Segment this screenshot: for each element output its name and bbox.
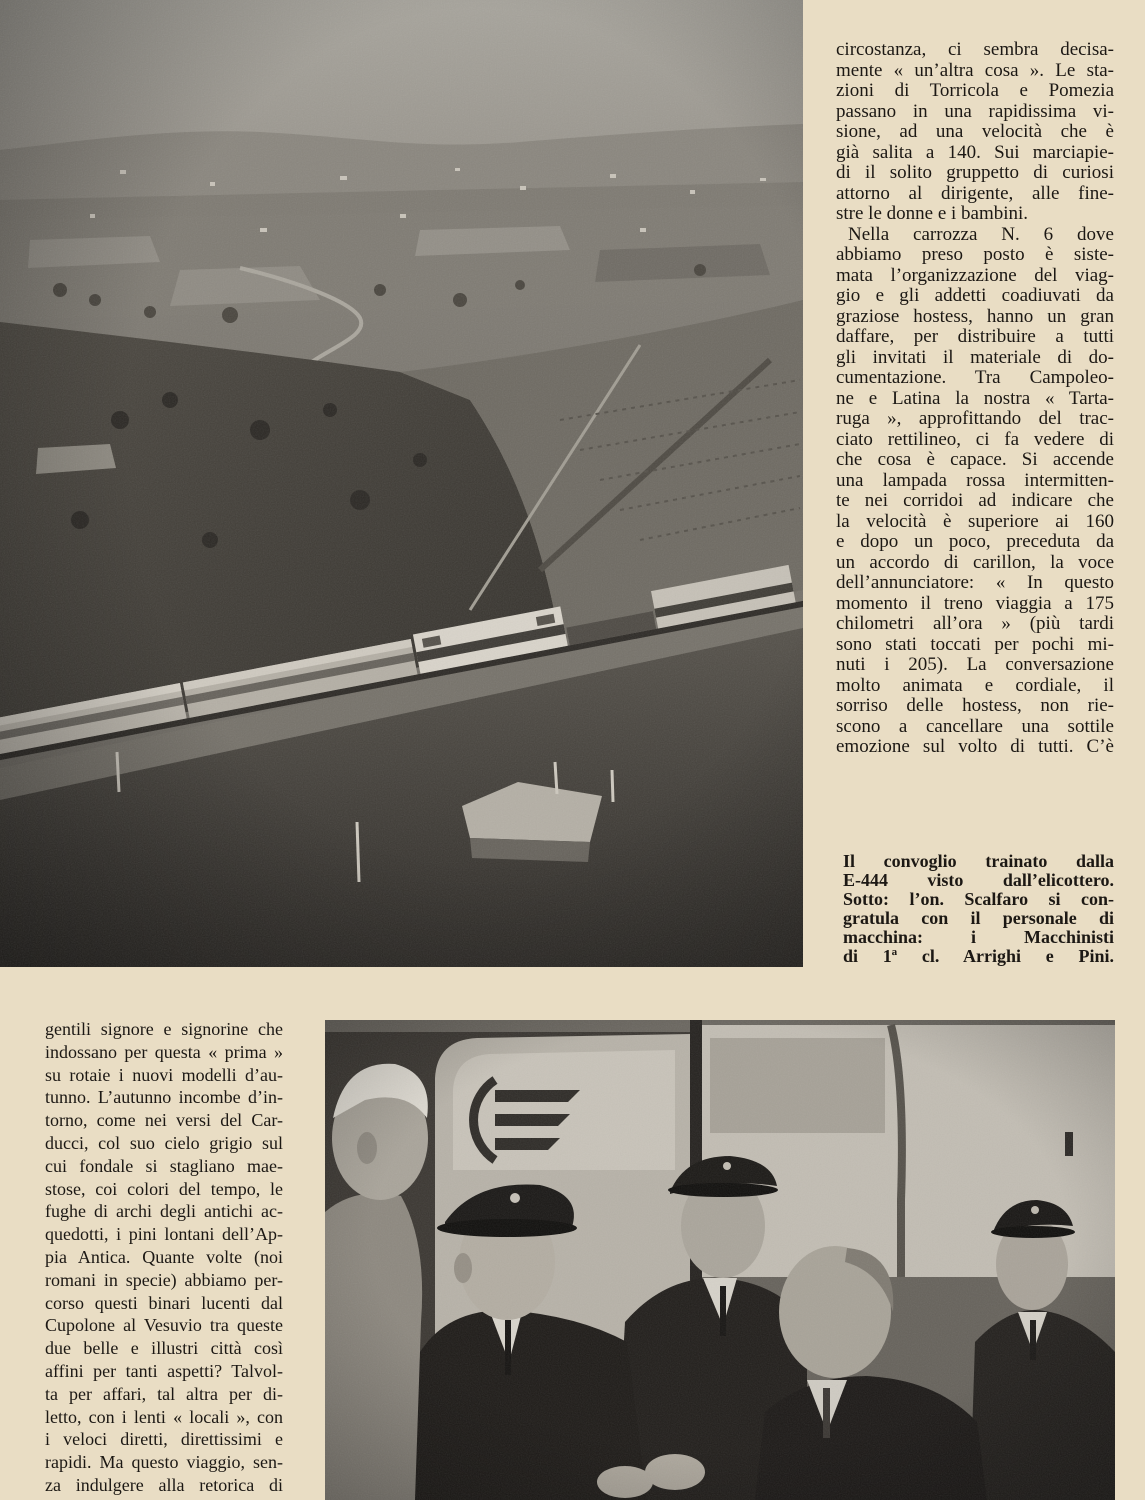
caption-line: gratula con il personale di [843,908,1114,928]
text-line: Nella carrozza N. 6 dove [848,223,1114,245]
text-line: momento il treno viaggia a 175 [836,592,1114,614]
text-line: e dopo un poco, preceduta da [836,531,1114,552]
text-line: letto, con i lenti « locali », con [45,1406,283,1427]
text-line: attorno al dirigente, alle fine- [836,182,1114,204]
photo-grain [0,0,803,967]
article-left-column [45,1018,283,1497]
text-line: un accordo di carillon, la voce [836,551,1114,573]
text-line: cui fondale si stagliano mae- [45,1155,283,1176]
text-line: sono stati toccati per pochi mi- [836,633,1114,655]
text-line: emozione sul volto di tutti. C’è [836,736,1114,757]
text-line: pia Antica. Quante volte (noi [45,1246,283,1267]
text-line: torno, come nei versi del Car- [45,1110,283,1131]
text-line: su rotaie i nuovi modelli d’au- [45,1064,283,1085]
text-line: te nei corridoi ad indicare che [836,490,1114,511]
text-line: affini per tanti aspetti? Talvol- [45,1360,283,1381]
text-line: sione, ad una velocità che è [836,121,1114,142]
text-line: già salita a 140. Sui marciapie- [836,141,1114,163]
text-line: mata l’organizzazione del viag- [836,264,1114,286]
crew-group-photo [325,1020,1115,1500]
text-line: sorriso delle hostess, non rie- [836,695,1114,716]
text-line: ruga », approfittando del trac- [836,408,1114,429]
text-line: gentili signore e signorine che [45,1019,283,1039]
text-line: romani in specie) abbiamo per- [45,1269,283,1290]
text-line: cumentazione. Tra Campoleo- [836,367,1114,388]
text-line: daffare, per distribuire a tutti [836,326,1114,347]
text-line: graziose hostess, hanno un gran [836,305,1114,327]
aerial-train-illustration [0,0,803,967]
text-line: scono a cancellare una sottile [836,715,1114,737]
text-line: indossano per questa « prima » [45,1041,283,1062]
text-line: stre le donne e i bambini. [836,203,1029,224]
text-line: la velocità è superiore ai 160 [836,510,1114,532]
text-line: rapidi. Ma questo viaggio, sen- [45,1452,283,1473]
caption-line: Sotto: l’on. Scalfaro si con- [843,889,1114,909]
photo-caption [843,852,1114,966]
text-line: abbiamo preso posto è siste- [836,244,1114,265]
text-line: gio e gli addetti coadiuvati da [836,285,1114,306]
photo-grain [325,1020,1115,1500]
text-line: stose, coi colori del tempo, le [45,1178,283,1199]
aerial-train-photo [0,0,803,967]
text-line: circostanza, ci sembra decisa- [836,39,1114,60]
text-line: nuti i 205). La conversazione [836,654,1114,675]
text-line: quedotti, i pini lontani dell’Ap- [45,1224,283,1245]
text-line: ducci, col suo cielo grigio sul [45,1132,283,1153]
text-line: molto animata e cordiale, il [836,674,1114,696]
text-line: corso questi binari lucenti dal [45,1292,283,1313]
text-line: chilometri all’ora » (più tardi [836,613,1114,634]
text-line: fughe di archi degli antichi ac- [45,1201,283,1222]
text-line: za indulgere alla retorica di [45,1474,283,1495]
caption-line: Il convoglio trainato dalla [843,851,1114,871]
caption-line: E-444 visto dall’elicottero. [843,870,1114,890]
caption-line: di 1ª cl. Arrighi e Pini. [843,946,1114,966]
text-line: di il solito gruppetto di curiosi [836,162,1114,183]
text-line: che cosa è capace. Si accende [836,449,1114,470]
caption-line: macchina: i Macchinisti [843,927,1114,947]
text-line: Cupolone al Vesuvio tra queste [45,1315,283,1336]
text-line: ne e Latina la nostra « Tarta- [836,387,1114,409]
crew-group-illustration [325,1020,1115,1500]
text-line: gli invitati il materiale di do- [836,346,1114,368]
text-line: zioni di Torricola e Pomezia [836,80,1114,101]
text-line: dell’annunciatore: « In questo [836,572,1114,593]
text-line: una lampada rossa intermitten- [836,469,1114,491]
text-line: due belle e illustri città così [45,1338,283,1359]
text-line: passano in una rapidissima vi- [836,100,1114,122]
text-line: ciato rettilineo, ci fa vedere di [836,428,1114,450]
text-line: tunno. L’autunno incombe d’in- [45,1087,283,1108]
text-line: mente « un’altra cosa ». Le sta- [836,59,1114,81]
text-line: ta per affari, tal altra per di- [45,1383,283,1404]
text-line: i veloci diretti, direttissimi e [45,1429,283,1450]
article-right-column [836,40,1114,758]
